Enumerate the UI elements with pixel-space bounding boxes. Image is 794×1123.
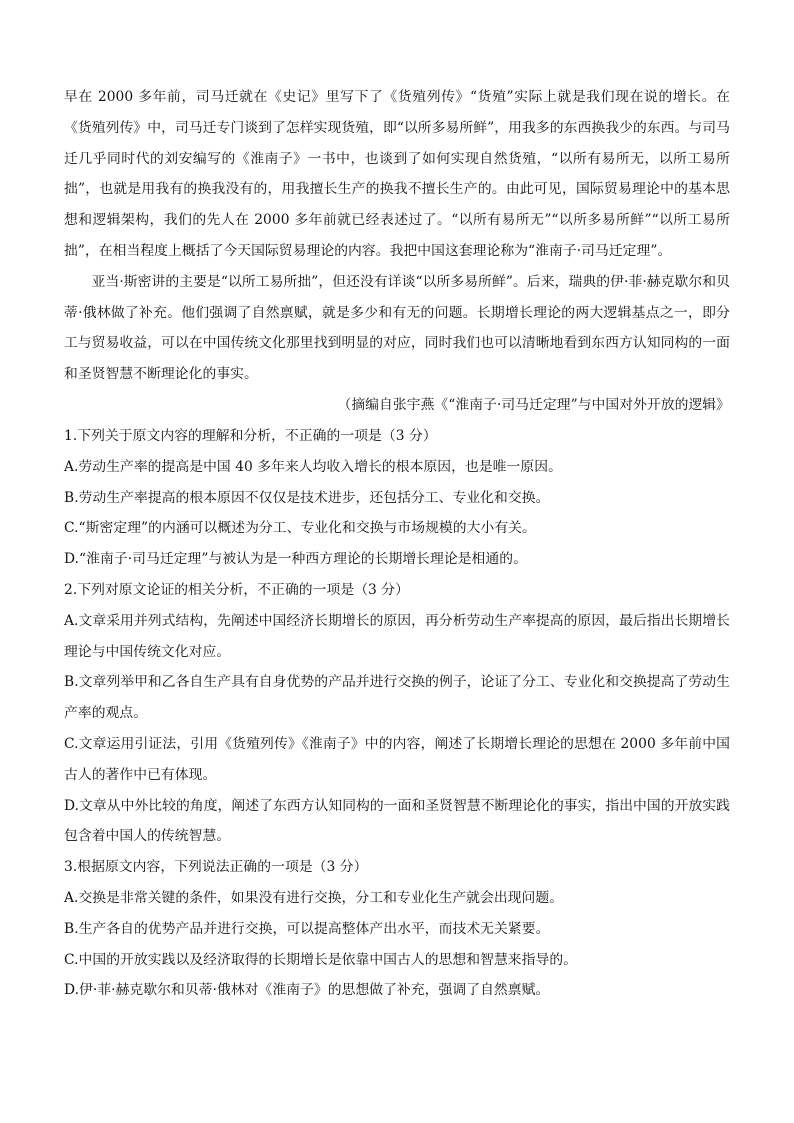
question-stem: 2.下列对原文论证的相关分析，不正确的一项是（3 分） [64,581,410,598]
option-b: B.生产各自的优势产品并进行交换，可以提高整体产出水平，而技术无关紧要。 [64,920,550,937]
question-1 [64,421,730,575]
option-d: D.伊·菲·赫克歇尔和贝蒂·俄林对《淮南子》的思想做了补充，强调了自然禀赋。 [64,982,550,999]
option-c: C.文章运用引证法，引用《货殖列传》《淮南子》中的内容，阐述了长期增长理论的思想在 2000 多年前中国古人的著作中已有体现。 [64,735,730,783]
question-3 [64,852,730,1006]
option-b: B.文章列举甲和乙各自生产具有自身优势的产品并进行交换的例子，论证了分工、专业化和交换提高了劳动生产率的观点。 [64,674,730,722]
question-stem: 3.根据原文内容，下列说法正确的一项是（3 分） [64,859,368,876]
option-a: A.劳动生产率的提高是中国 40 多年来人均收入增长的根本原因，也是唯一原因。 [64,458,562,475]
question-stem: 1.下列关于原文内容的理解和分析，不正确的一项是（3 分） [64,427,437,444]
option-a: A.文章采用并列式结构，先阐述中国经济长期增长的原因，再分析劳动生产率提高的原因，最后指出长期增长理论与中国传统文化对应。 [64,612,730,660]
passage-paragraph-2: 亚当·斯密讲的主要是“以所工易所拙”，但还没有详谈“以所多易所鲜”。后来，瑞典的伊·菲·赫克歇尔和贝蒂·俄林做了补充。他们强调了自然禀赋，就是多少和有无的问题。长期增长理论的两大逻辑基点之一，即分工与贸易收益，可以在中国传统文化那里找到明显的对应，同时我们也可以清晰地看到东西方认知同构的一面和圣贤智慧不断理论化的事实。 [64,273,730,383]
question-2 [64,575,730,852]
option-a: A.交换是非常关键的条件，如果没有进行交换，分工和专业化生产就会出现问题。 [64,889,564,906]
option-c: C.中国的开放实践以及经济取得的长期增长是依靠中国古人的思想和智慧来指导的。 [64,951,578,968]
option-b: B.劳动生产率提高的根本原因不仅仅是技术进步，还包括分工、专业化和交换。 [64,489,550,506]
option-d: D.文章从中外比较的角度，阐述了东西方认知同构的一面和圣贤智慧不断理论化的事实，指出中国的开放实践包含着中国人的传统智慧。 [64,797,730,845]
option-c: C.“斯密定理”的内涵可以概述为分工、专业化和交换与市场规模的大小有关。 [64,520,536,537]
passage-source: （摘编自张宇燕《“淮南子·司马迁定理”与中国对外开放的逻辑》 [337,396,730,413]
option-d: D.“淮南子·司马迁定理”与被认为是一种西方理论的长期增长理论是相通的。 [64,551,527,568]
passage-paragraph-1: 早在 2000 多年前，司马迁就在《史记》里写下了《货殖列传》“货殖”实际上就是我们现在说的增长。在《货殖列传》中，司马迁专门谈到了怎样实现货殖，即“以所多易所鲜”，用我多的东西换我少的东西。与司马迁几乎同时代的刘安编写的《淮南子》一书中，也谈到了如何实现自然货殖，“以所有易所无，以所工易所拙”，也就是用我有的换我没有的，用我擅长生产的换我不擅长生产的。由此可见，国际贸易理论中的基本思想和逻辑架构，我们的先人在 2000 多年前就已经表述过了。“以所有易所无”“以所多易所鲜”“以所工易所拙”，在相当程度上概括了今天国际贸易理论的内容。我把中国这套理论称为“淮南子·司马迁定理”。 [64,89,730,259]
document-page [64,82,730,1006]
